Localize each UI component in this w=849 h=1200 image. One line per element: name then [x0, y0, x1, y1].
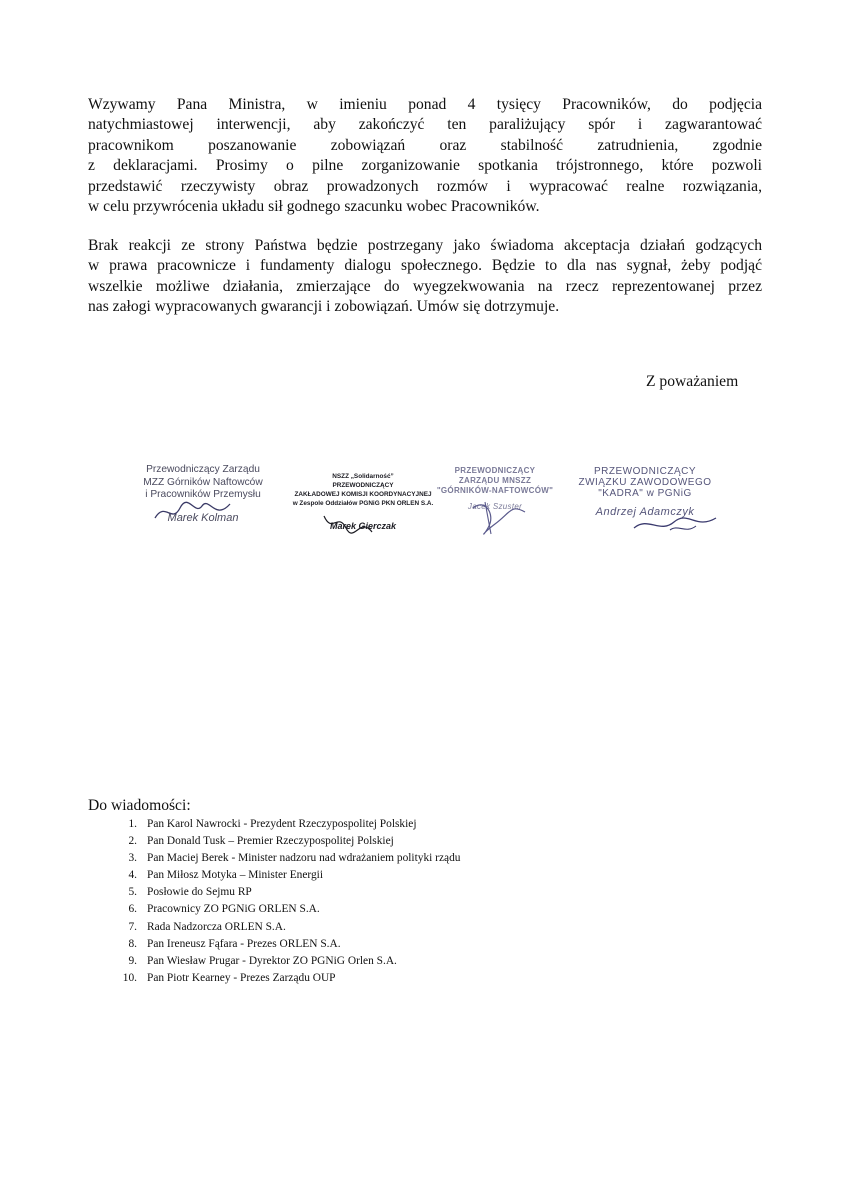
list-item	[90, 816, 460, 833]
list-number: 6.	[128, 903, 137, 916]
stamp-line: PRZEWODNICZĄCY	[454, 466, 536, 475]
stamp-signer-name: Marek Gierczak	[329, 521, 397, 531]
list-item	[90, 833, 460, 850]
list-item	[90, 867, 460, 884]
stamp-line: "GÓRNIKÓW-NAFTOWCÓW"	[436, 486, 554, 495]
list-number: 8.	[128, 937, 137, 950]
stamp-signer-name: Jacek Szuster	[467, 502, 523, 511]
letter-paragraph-1	[88, 95, 762, 217]
list-item	[90, 953, 460, 970]
paragraph-line: nas załogi wypracowanych gwarancji i zobowiązań. Umów się dotrzymuje.	[88, 298, 560, 316]
list-text: Posłowie do Sejmu RP	[147, 886, 252, 899]
list-number: 5.	[128, 886, 137, 899]
list-text: Pracownicy ZO PGNiG ORLEN S.A.	[147, 903, 320, 916]
list-text: Pan Piotr Kearney - Prezes Zarządu OUP	[147, 971, 336, 984]
list-number: 1.	[128, 818, 137, 830]
stamp-line: PRZEWODNICZĄCY	[332, 482, 394, 489]
stamp-line: PRZEWODNICZĄCY	[594, 466, 696, 477]
list-item	[90, 884, 460, 901]
list-item	[90, 850, 460, 867]
paragraph-line: z deklaracjami. Prosimy o pilne zorganizowanie spotkania trójstronnego, które pozwoli	[88, 157, 762, 175]
list-item	[90, 919, 460, 936]
list-text: Pan Miłosz Motyka – Minister Energii	[147, 869, 324, 882]
stamp-line: "KADRA" w PGNiG	[598, 488, 692, 499]
paragraph-line: wszelkie możliwe działania, zmierzające do wyegzekwowania na rzecz reprezentowanej przez	[88, 277, 762, 295]
letter-paragraph-2	[88, 236, 762, 318]
distribution-heading: Do wiadomości:	[88, 797, 191, 814]
stamp-line: NSZZ „Solidarność”	[332, 473, 394, 480]
stamp-line: MZZ Górników Naftowców	[143, 476, 263, 488]
stamp-line: w Zespole Oddziałów PGNiG PKN ORLEN S.A.	[292, 500, 434, 507]
list-number: 2.	[128, 835, 137, 848]
distribution-list	[90, 816, 460, 987]
list-number: 9.	[128, 954, 137, 967]
list-text: Pan Ireneusz Fąfara - Prezes ORLEN S.A.	[147, 937, 341, 950]
stamp-signer-name: Andrzej Adamczyk	[595, 506, 695, 518]
list-text: Pan Donald Tusk – Premier Rzeczypospolitej Polskiej	[147, 835, 394, 848]
stamp-signer-name: Marek Kolman	[167, 511, 239, 524]
list-item	[90, 901, 460, 918]
list-text: Pan Karol Nawrocki - Prezydent Rzeczypospolitej Polskiej	[147, 818, 417, 830]
stamp-line: ZWIĄZKU ZAWODOWEGO	[578, 477, 712, 488]
stamp-line: Przewodniczący Zarządu	[146, 464, 260, 475]
list-number: 3.	[128, 852, 137, 865]
stamp-line: ZARZĄDU MNSZZ	[458, 476, 532, 485]
signature-block	[110, 458, 730, 553]
paragraph-line: pracownikom poszanowanie zobowiązań oraz stabilność zatrudnienia, zgodnie	[88, 136, 762, 154]
signature-stamp-1	[118, 464, 288, 524]
list-number: 4.	[128, 869, 137, 882]
paragraph-line: przedstawić rzeczywisty obraz prowadzonych rozmów i wypracować realne rozwiązania,	[88, 177, 762, 195]
stamp-line: ZAKŁADOWEJ KOMISJI KOORDYNACYJNEJ	[294, 491, 432, 498]
list-text: Rada Nadzorcza ORLEN S.A.	[147, 920, 286, 933]
stamp-line: i Pracowników Przemysłu	[145, 489, 261, 501]
paragraph-line: w prawa pracownicze i fundamenty dialogu społecznego. Będzie to dla nas sygnał, żeby podjąć	[88, 257, 762, 275]
closing-salutation: Z poważaniem	[646, 373, 739, 390]
list-item	[90, 936, 460, 953]
signature-stamp-2	[288, 472, 438, 531]
list-number: 10.	[122, 971, 137, 984]
paragraph-line: Wzywamy Pana Ministra, w imieniu ponad 4 tysięcy Pracowników, do podjęcia	[88, 96, 762, 113]
list-item	[90, 970, 460, 987]
paragraph-line: natychmiastowej interwencji, aby zakończyć ten paraliżujący spór i zagwarantować	[88, 116, 762, 134]
list-number: 7.	[128, 920, 137, 933]
paragraph-line: w celu przywrócenia układu sił godnego szacunku wobec Pracowników.	[88, 198, 540, 216]
paragraph-line: Brak reakcji ze strony Państwa będzie postrzegany jako świadoma akceptacja działań godzących	[88, 237, 762, 254]
signature-stamp-3	[420, 466, 570, 512]
list-text: Pan Wiesław Prugar - Dyrektor ZO PGNiG Orlen S.A.	[147, 954, 397, 967]
signature-stamp-4	[565, 466, 725, 518]
list-text: Pan Maciej Berek - Minister nadzoru nad wdrażaniem polityki rządu	[147, 852, 461, 865]
